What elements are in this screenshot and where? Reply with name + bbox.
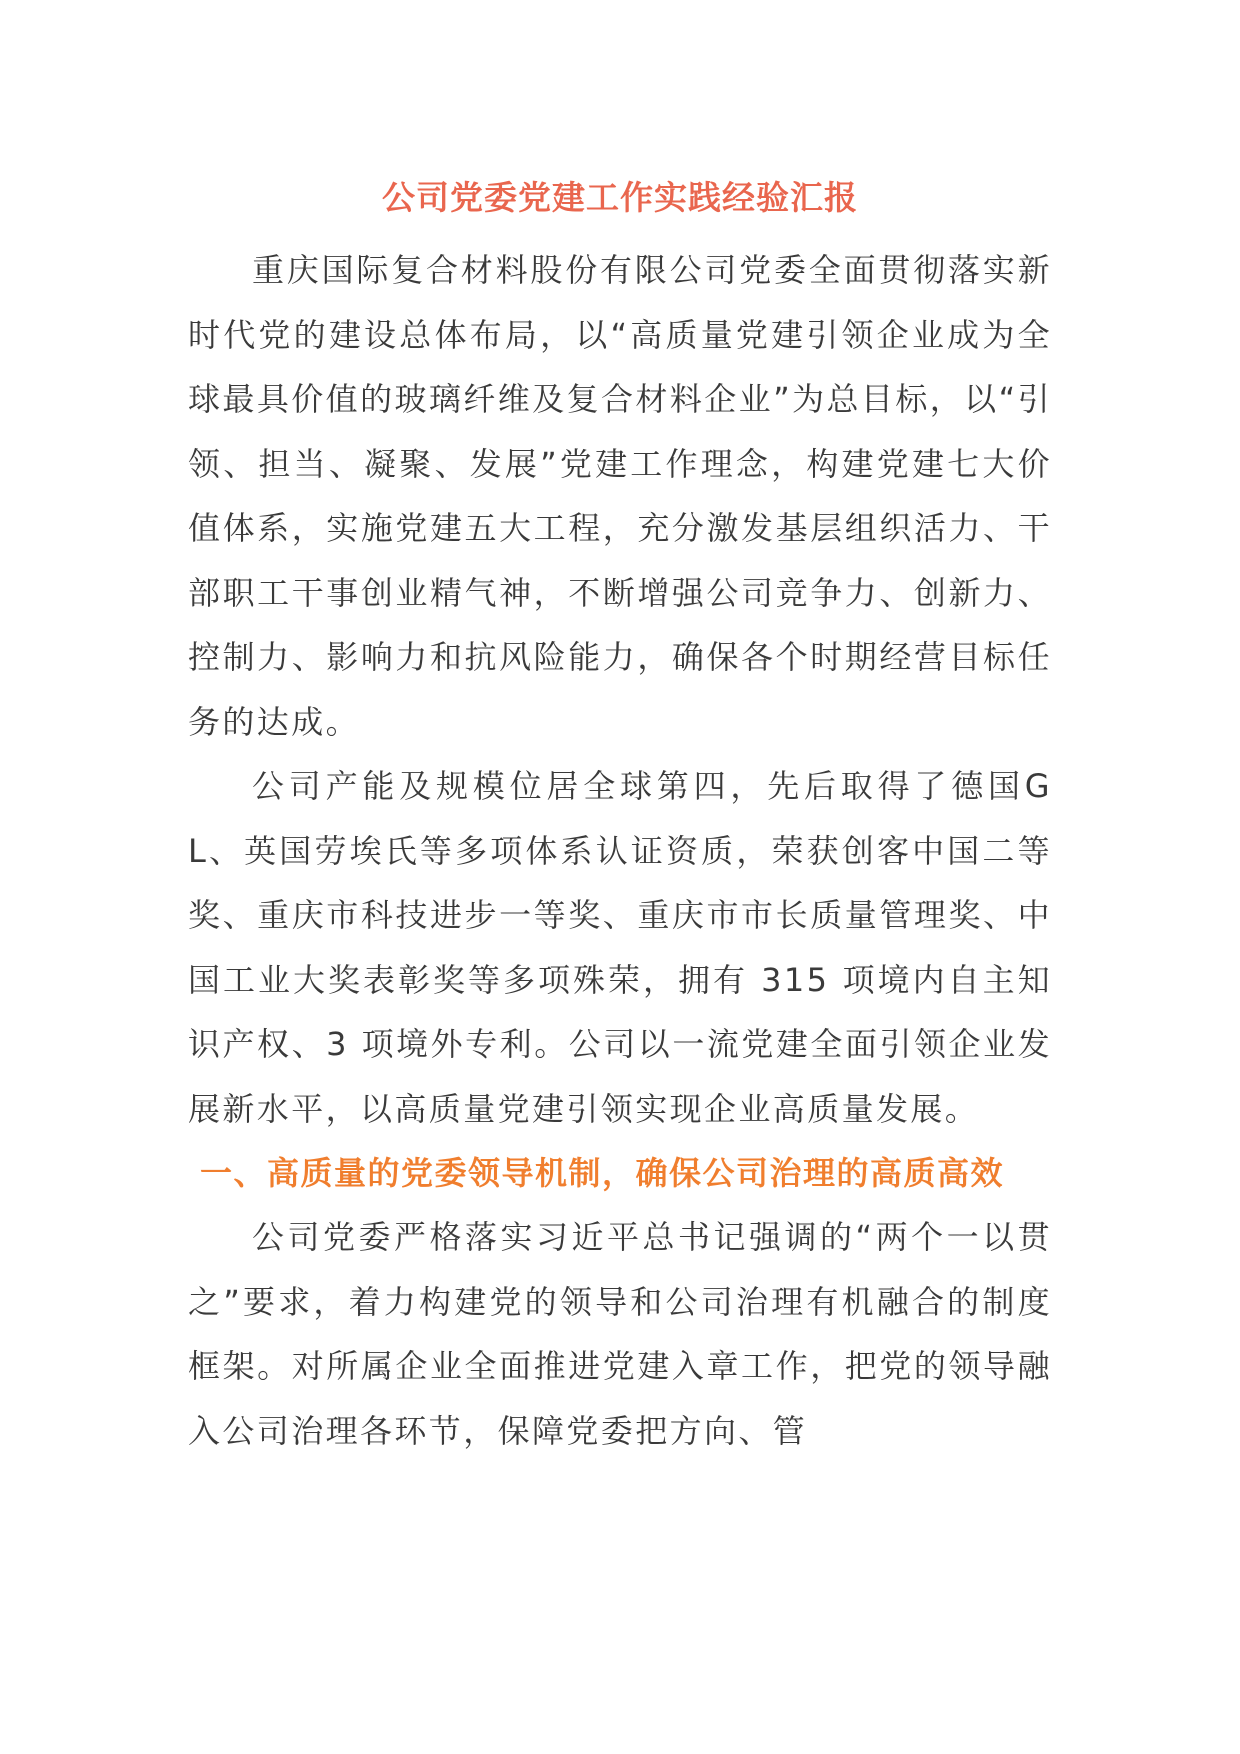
document-title: 公司党委党建工作实践经验汇报 xyxy=(382,178,858,217)
section-1-heading: 一、高质量的党委领导机制，确保公司治理的高质高效 xyxy=(200,1154,1005,1192)
section-1-paragraph: 公司党委严格落实习近平总书记强调的“两个一以贯之”要求，着力构建党的领导和公司治理有机融合的制度框架。对所属企业全面推进党建入章工作，把党的领导融入公司治理各环节，保障党委把方向、管 xyxy=(188,1218,1052,1450)
intro-paragraph-2: 公司产能及规模位居全球第四，先后取得了德国GL、英国劳埃氏等多项体系认证资质，荣获创客中国二等奖、重庆市科技进步一等奖、重庆市市长质量管理奖、中国工业大奖表彰奖等多项殊荣，拥有 315 项境内自主知识产权、3 项境外专利。公司以一流党建全面引领企业发展新水平，以高质量党建引领实现企业高质量发展。 xyxy=(188,767,1052,1128)
document-content xyxy=(188,170,1052,1463)
intro-paragraph-1: 重庆国际复合材料股份有限公司党委全面贯彻落实新时代党的建设总体布局，以“高质量党建引领企业成为全球最具价值的玻璃纤维及复合材料企业”为总目标，以“引领、担当、凝聚、发展”党建工作理念，构建党建七大价值体系，实施党建五大工程，充分激发基层组织活力、干部职工干事创业精气神，不断增强公司竞争力、创新力、控制力、影响力和抗风险能力，确保各个时期经营目标任务的达成。 xyxy=(188,251,1052,741)
